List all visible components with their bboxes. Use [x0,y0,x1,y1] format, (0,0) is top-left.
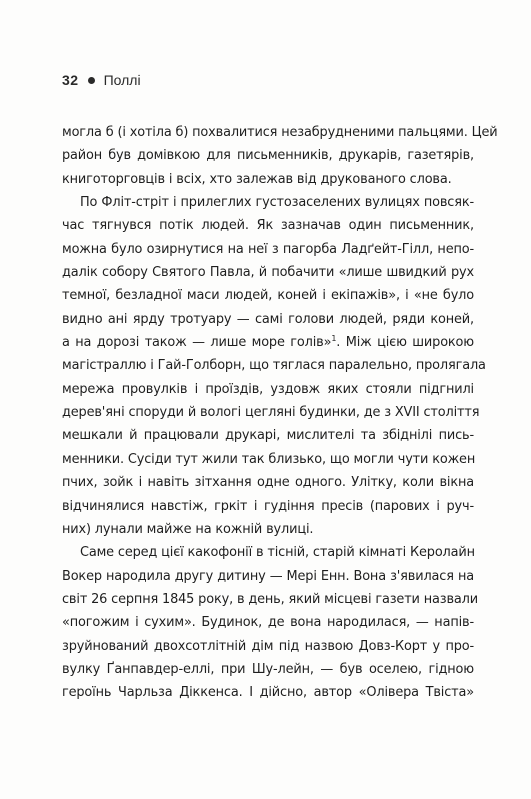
text-line: район був домівкою для письменників, друкарів, газетярів, [62,148,474,164]
text-line: мережа провулків і проїздів, уздовж яких стояли підгнилі [62,381,474,397]
text-segment: . Між цією широкою [336,335,474,351]
text-line: вулку Ґанпавдер-еллі, при Шу-лейн, — був оселею, гідною [62,661,474,677]
text-line: зруйнований двохсотлітній дім під назвою Довз-Корт у про- [62,638,474,654]
text-line-with-footnote [62,331,474,354]
text-line: героїнь Чарльза Діккенса. І дійсно, автор «Олівера Твіста» [62,685,474,701]
text-line: менники. Сусіди тут жили так близько, що могли чути кожен [62,451,476,467]
text-line: світ 26 серпня 1845 року, в день, який місцеві газети назвали [62,591,478,607]
text-line: могла б (і хотіла б) похвалитися незабрудненими пальцями. Цей [62,125,498,140]
text-line: можна було озирнутися на неї з пагорба Ладґейт-Гілл, непо- [62,241,474,257]
text-line: дерев'яні споруди й вологі цегляні будинки, де з XVII століття [62,405,480,421]
text-line: «погожим і сухим». Будинок, де вона народилася, — напів- [62,615,474,631]
text-line: Саме серед цієї какофонії в тісній, старій кімнаті Керолайн [80,545,475,561]
text-line: темної, безладної маси людей, коней і екіпажів», і «не було [62,288,474,304]
text-segment: а на дорозі також — лише море голів» [62,335,332,351]
text-line: час тягнувся потік людей. Як зазначав один письменник, [62,218,474,234]
text-line: видно ані ярду тротуару — самі голови людей, ряди коней, [62,311,474,327]
text-line: магістраллю і Гай-Голборн, що тяглася паралельно, пролягала [62,358,486,374]
running-title: Поллі [103,72,141,88]
text-line: відчинялися навстіж, гркіт і гудіння пресів (парових і руч- [62,498,474,514]
text-line: них) лунали майже на кожній вулиці. [62,521,314,537]
page-header [62,70,141,90]
text-line: Вокер народила другу дитину — Мері Енн. Вона з'явилася на [62,568,474,584]
bullet-separator [88,77,95,84]
text-line: далік собору Святого Павла, й побачити «лише швидкий рух [62,265,474,281]
page-number: 32 [62,72,79,88]
footnote-mark: 1 [331,334,337,344]
text-line: По Фліт-стріт і прилеглих густозаселених вулицях повсяк- [80,195,474,211]
text-line: мешкали й працювали друкарі, мислителі та збіднілі пись- [62,428,474,444]
text-line: книготорговців і всіх, хто залежав від друкованого слова. [62,171,452,187]
text-line: пчих, зойк і навіть зітхання одне одного. Улітку, коли вікна [62,475,474,491]
body-text [62,121,498,705]
